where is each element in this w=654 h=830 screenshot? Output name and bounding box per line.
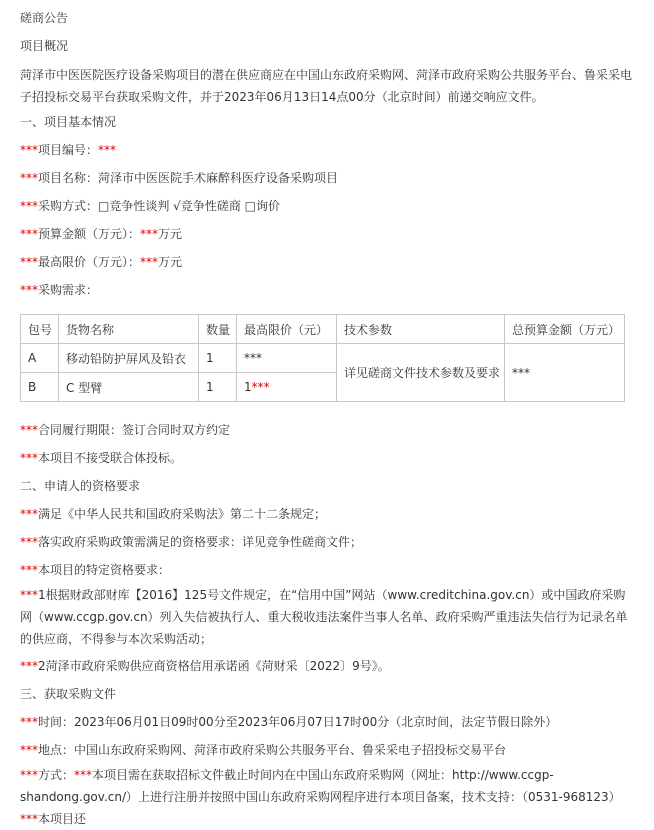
project-number <box>20 142 116 158</box>
overview-heading: 项目概况 <box>20 39 69 53</box>
section3-heading: 三、获取采购文件 <box>20 687 117 701</box>
budget-value: *** <box>140 227 159 241</box>
star-mark: *** <box>20 535 38 549</box>
header-total-budget: 总预算金额（万元） <box>505 315 625 344</box>
star-mark: *** <box>20 227 38 241</box>
requirement-text: 落实政府采购政策需满足的资格要求：详见竞争性磋商文件； <box>38 535 363 549</box>
star-mark: *** <box>20 507 38 521</box>
project-name-value: 菏泽市中医医院手术麻醉科医疗设备采购项目 <box>98 171 339 185</box>
star-mark: *** <box>20 768 38 782</box>
star-mark: *** <box>20 199 38 213</box>
cell-tech-params: 详见磋商文件技术参数及要求 <box>337 344 505 402</box>
table-header-row <box>21 315 625 344</box>
cell-quantity: 1 <box>199 373 237 402</box>
max-value: *** <box>140 255 159 269</box>
star-mark: *** <box>20 812 38 826</box>
max-unit: 万元 <box>158 255 183 269</box>
star-mark: *** <box>20 588 38 602</box>
star-mark: *** <box>74 768 93 782</box>
table-row <box>21 344 625 373</box>
acquire-method-label: 方式： <box>38 768 75 782</box>
max-price-prefix: 1 <box>244 380 252 394</box>
acquire-place <box>20 742 506 758</box>
budget-amount <box>20 226 182 242</box>
section2-heading: 二、申请人的资格要求 <box>20 479 141 493</box>
star-mark: *** <box>20 715 38 729</box>
project-number-value: *** <box>98 143 117 157</box>
cell-package: B <box>21 373 59 402</box>
demand-label: 采购需求： <box>38 283 99 297</box>
cell-total-budget: *** <box>505 344 625 402</box>
budget-label: 预算金额（万元）： <box>38 227 141 241</box>
requirement-text: 满足《中华人民共和国政府采购法》第二十二条规定； <box>38 507 327 521</box>
header-max-price: 最高限价（元） <box>237 315 337 344</box>
cell-package: A <box>21 344 59 373</box>
cell-max-price: *** <box>237 344 337 373</box>
star-mark: *** <box>20 563 38 577</box>
requirement-text: 本项目的特定资格要求： <box>38 563 171 577</box>
star-mark: *** <box>20 171 38 185</box>
header-tech-params: 技术参数 <box>337 315 505 344</box>
consortium-note <box>20 450 182 466</box>
acquire-method-text: 本项目需在获取招标文件截止时间内在中国山东政府采购网（网址：http://www.ccgp-shandong.gov.cn/）上进行注册并按照中国山东政府采购网程序进行本项目备案，技术支持：（0531-968123） <box>20 768 621 804</box>
star-mark: *** <box>20 283 38 297</box>
project-number-label: 项目编号： <box>38 143 99 157</box>
method-label: 采购方式： <box>38 199 99 213</box>
project-name <box>20 170 338 186</box>
max-label: 最高限价（万元）： <box>38 255 141 269</box>
max-price <box>20 254 182 270</box>
header-goods-name: 货物名称 <box>59 315 199 344</box>
cell-quantity: 1 <box>199 344 237 373</box>
method-value: □竞争性谈判 √竞争性磋商 □询价 <box>98 199 280 213</box>
consortium-text: 本项目不接受联合体投标。 <box>38 451 183 465</box>
requirement-2 <box>20 534 362 550</box>
star-mark: *** <box>20 743 38 757</box>
cell-max-price <box>237 373 337 402</box>
requirement-text: 2菏泽市政府采购供应商资格信用承诺函《菏财采〔2022〕9号》。 <box>38 659 390 673</box>
procurement-table <box>20 314 625 402</box>
star-mark: *** <box>20 423 38 437</box>
header-package: 包号 <box>21 315 59 344</box>
acquire-time <box>20 714 557 730</box>
budget-unit: 万元 <box>158 227 183 241</box>
requirement-4 <box>20 584 634 650</box>
contract-term-text: 合同履行期限：签订合同时双方约定 <box>38 423 231 437</box>
acquire-method <box>20 764 634 830</box>
procurement-demand <box>20 282 98 298</box>
max-price-stars: *** <box>251 380 270 394</box>
cell-goods-name: C 型臂 <box>59 373 199 402</box>
requirement-1 <box>20 506 326 522</box>
procurement-method <box>20 198 280 214</box>
doc-title: 磋商公告 <box>20 11 69 25</box>
acquire-place-text: 地点：中国山东政府采购网、菏泽市政府采购公共服务平台、鲁采采电子招投标交易平台 <box>38 743 507 757</box>
star-mark: *** <box>20 255 38 269</box>
star-mark: *** <box>20 451 38 465</box>
header-quantity: 数量 <box>199 315 237 344</box>
acquire-time-text: 时间：2023年06月01日09时00分至2023年06月07日17时00分（北京时间，法定节假日除外） <box>38 715 558 729</box>
acquire-method-tail: 本项目还 <box>38 812 87 826</box>
section1-heading: 一、项目基本情况 <box>20 115 117 129</box>
star-mark: *** <box>20 143 38 157</box>
requirement-text: 1根据财政部财库【2016】125号文件规定，在“信用中国”网站（www.creditchina.gov.cn）或中国政府采购网（www.ccgp.gov.cn）列入失信被执行人、重大税收违法案件当事人名单、政府采购严重违法失信行为记录名单的供应商，不得参与本次采购活动； <box>20 588 628 646</box>
star-mark: *** <box>20 659 38 673</box>
requirement-5 <box>20 658 390 674</box>
requirement-3 <box>20 562 170 578</box>
contract-term <box>20 422 230 438</box>
overview-text: 菏泽市中医医院医疗设备采购项目的潜在供应商应在中国山东政府采购网、菏泽市政府采购公共服务平台、鲁采采电子招投标交易平台获取采购文件，并于2023年06月13日14点00分（北京时间）前递交响应文件。 <box>20 68 633 104</box>
project-name-label: 项目名称： <box>38 171 99 185</box>
cell-goods-name: 移动铅防护屏风及铅衣 <box>59 344 199 373</box>
